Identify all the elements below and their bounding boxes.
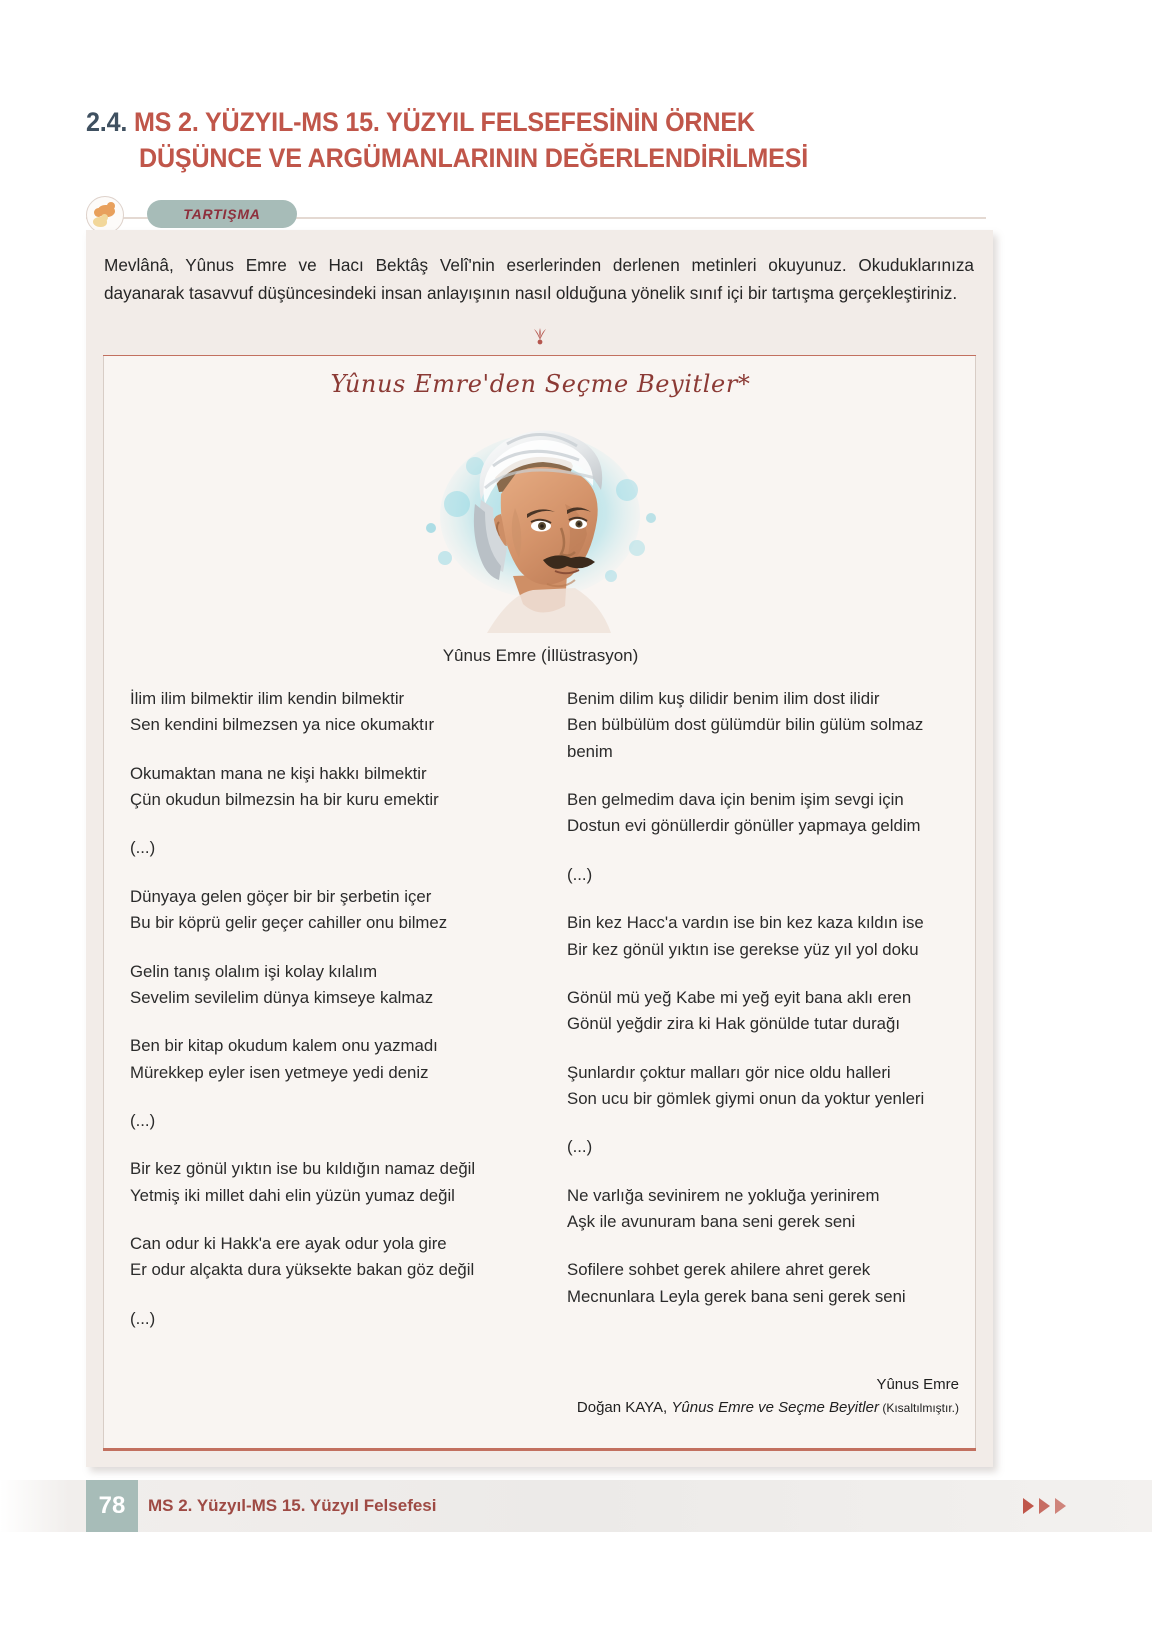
poem-stanza — [130, 686, 531, 739]
poem-ellipsis — [567, 862, 965, 888]
poem-line: Gönül yeğdir zira ki Hak gönülde tutar durağı — [567, 1014, 901, 1034]
poem-line: (...) — [567, 1137, 593, 1157]
poem-stanza — [567, 1060, 965, 1113]
page-title-text-1: MS 2. YÜZYIL-MS 15. YÜZYIL FELSEFESİNİN ÖRNEK — [133, 107, 755, 137]
poem-line: Benim dilim kuş dilidir benim ilim dost ilidir — [567, 689, 880, 708]
poem-stanza — [130, 1231, 531, 1284]
poem-line: Çün okudun bilmezsin ha bir kuru emektir — [130, 790, 439, 810]
page-title-line-1 — [86, 105, 923, 141]
poem-line: İlim ilim bilmektir ilim kendin bilmektir — [130, 689, 405, 708]
poem-line: Ben bir kitap okudum kalem onu yazmadı — [130, 1036, 438, 1056]
poem-line: Dostun evi gönüllerdir gönüller yapmaya geldim — [567, 816, 921, 836]
poem-line: Bu bir köprü gelir geçer cahiller onu bilmez — [130, 913, 448, 933]
poem-line: Dünyaya gelen göçer bir bir şerbetin içer — [130, 886, 432, 906]
poem-line: Yetmiş iki millet dahi elin yüzün yumaz değil — [130, 1185, 455, 1205]
poem-line: (...) — [567, 864, 593, 884]
poem-stanza — [130, 884, 531, 937]
poem-line: Er odur alçakta dura yüksekte bakan göz değil — [130, 1260, 475, 1280]
poem-line: Sen kendini bilmezsen ya nice okumaktır — [130, 715, 435, 735]
poem-panel — [103, 356, 976, 1448]
intro-paragraph: Mevlânâ, Yûnus Emre ve Hacı Bektâş Velî'nin eserlerinden derlenen metinleri okuyunuz. Okuduklarınıza dayanarak tasavvuf düşüncesindeki insan anlayışının nasıl olduğuna yönelik sınıf içi bir tartışma gerçekleştiriniz. — [104, 255, 974, 303]
poem-stanza — [130, 761, 531, 814]
poem-line: Ben gelmedim dava için benim işim sevgi için — [567, 790, 904, 810]
poem-line: (...) — [130, 838, 156, 858]
card-bottom-rule — [103, 1448, 976, 1451]
poem-line: Sofilere sohbet gerek ahilere ahret gerek — [567, 1260, 871, 1280]
poem-title: Yûnus Emre'den Seçme Beyitler* — [330, 370, 751, 398]
poem-line: Bir kez gönül yıktın ise gerekse yüz yıl yol doku — [567, 939, 919, 959]
poem-line: Bir kez gönül yıktın ise bu kıldığın namaz değil — [130, 1159, 476, 1179]
footer-arrows — [1023, 1480, 1066, 1532]
poem-column-right — [541, 686, 977, 1354]
poem-line: Mürekkep eyler isen yetmeye yedi deniz — [130, 1062, 429, 1082]
poem-line: Gelin tanış olalım işi kolay kılalım — [130, 961, 378, 981]
attribution-source-title: Yûnus Emre ve Seçme Beyitler — [671, 1399, 879, 1416]
yunus-emre-portrait-illustration — [415, 408, 665, 633]
poem-stanza — [567, 1183, 965, 1236]
page-title-text-2: DÜŞÜNCE VE ARGÜMANLARININ DEĞERLENDİRİLMESİ — [139, 142, 809, 173]
poem-column-left — [104, 686, 541, 1354]
attribution-source-prefix: Doğan KAYA, — [576, 1399, 672, 1416]
poem-line: Can odur ki Hakk'a ere ayak odur yola gire — [130, 1234, 447, 1254]
triangle-right-icon-3 — [1055, 1498, 1066, 1514]
poem-line: Ben bülbülüm dost gülümdür bilin gülüm solmaz benim — [567, 715, 924, 761]
activity-type-badge — [147, 200, 297, 228]
poem-stanza — [130, 1033, 531, 1086]
poem-ellipsis — [567, 1134, 965, 1160]
activity-badge-strip — [86, 196, 986, 230]
poem-stanza — [130, 1156, 531, 1209]
poem-line: Okumaktan mana ne kişi hakkı bilmektir — [130, 763, 427, 783]
page-number-badge: 78 — [86, 1480, 138, 1532]
section-number: 2.4. — [86, 107, 128, 137]
poem-stanza — [130, 959, 531, 1012]
thought-clouds-icon — [86, 196, 124, 234]
poem-line: Son ucu bir gömlek giymi onun da yoktur yenleri — [567, 1088, 925, 1108]
poem-line: Ne varlığa sevinirem ne yokluğa yerinirem — [567, 1185, 880, 1205]
cloud-shape-yellow — [93, 217, 107, 227]
poem-line: Şunlardır çoktur malları gör nice oldu halleri — [567, 1062, 891, 1082]
poem-line: Sevelim sevilelim dünya kimseye kalmaz — [130, 987, 434, 1007]
poem-line: (...) — [130, 1110, 156, 1130]
page-title — [86, 105, 986, 176]
activity-card — [86, 230, 993, 1467]
poem-line: (...) — [130, 1308, 156, 1328]
page-title-line-2 — [86, 141, 923, 177]
flower-ornament-icon — [86, 326, 993, 350]
triangle-right-icon-1 — [1023, 1498, 1034, 1514]
poem-stanza — [567, 1257, 965, 1310]
poem-stanza — [567, 686, 965, 765]
activity-type-label: TARTIŞMA — [183, 206, 261, 222]
poem-line: Gönül mü yeğ Kabe mi yeğ eyit bana aklı eren — [567, 987, 912, 1007]
attribution-author: Yûnus Emre — [876, 1376, 959, 1393]
poem-line: Bin kez Hacc'a vardın ise bin kez kaza kıldın ise — [567, 913, 924, 933]
poem-stanza — [567, 787, 965, 840]
poem-attribution — [459, 1376, 959, 1416]
poem-ellipsis — [130, 1306, 531, 1332]
poem-columns — [104, 686, 977, 1354]
attribution-source-note: (Kısaltılmıştır.) — [878, 1401, 959, 1415]
poem-ellipsis — [130, 835, 531, 861]
poem-stanza — [567, 910, 965, 963]
poem-line: Aşk ile avunuram bana seni gerek seni — [567, 1212, 856, 1232]
triangle-right-icon-2 — [1039, 1498, 1050, 1514]
poem-line: Mecnunlara Leyla gerek bana seni gerek seni — [567, 1286, 906, 1306]
illustration-caption: Yûnus Emre (İllüstrasyon) — [442, 646, 639, 665]
attribution-source — [459, 1399, 959, 1416]
poem-stanza — [567, 985, 965, 1038]
poem-ellipsis — [130, 1108, 531, 1134]
footer-chapter-title: MS 2. Yüzyıl-MS 15. Yüzyıl Felsefesi — [148, 1496, 437, 1515]
